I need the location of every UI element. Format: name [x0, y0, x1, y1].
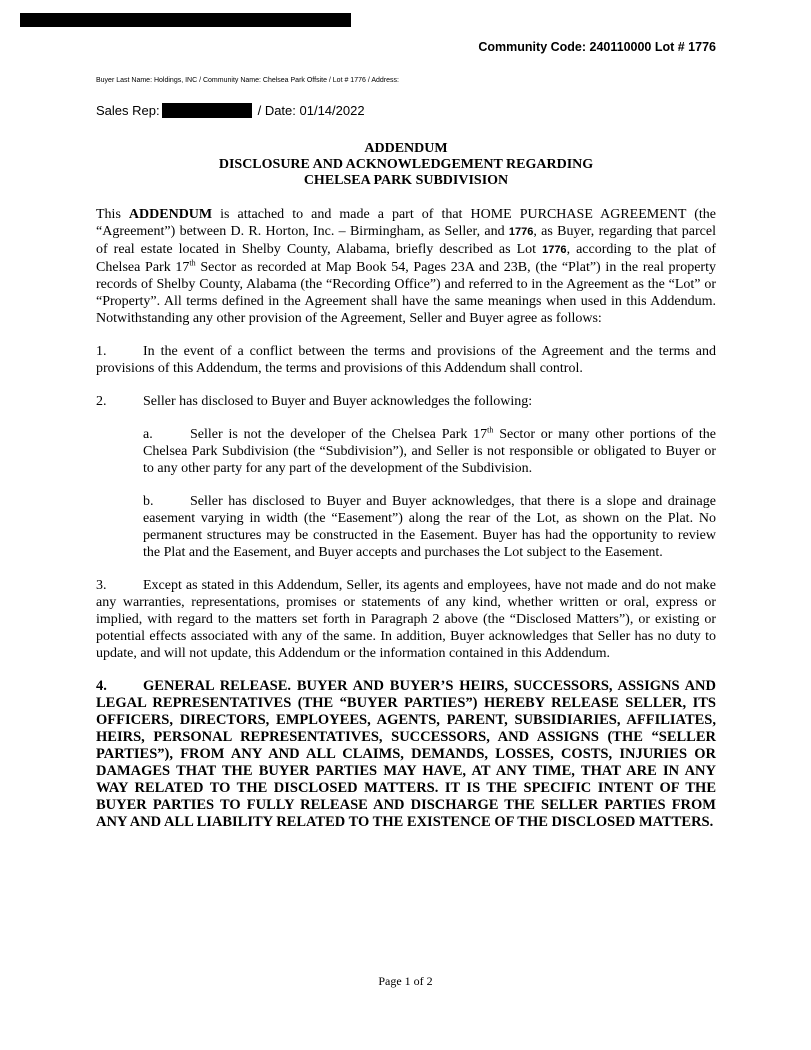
community-code: Community Code: 240110000 Lot # 1776 — [478, 40, 716, 54]
title-line-1: ADDENDUM — [364, 141, 448, 156]
section-2a: a. Seller is not the developer of the Chelsea Park 17th Sector or many other portions of the Chelsea Park Subdivision (the “Subdivision”), and Seller is not responsible or obligated to Buyer or to any other party for any part of the development of the Subdivision. — [143, 425, 716, 476]
sales-rep-line — [96, 103, 365, 118]
sales-rep-label: Sales Rep: — [96, 103, 160, 118]
title-line-3: CHELSEA PARK SUBDIVISION — [303, 173, 509, 188]
document-title — [96, 141, 716, 189]
sales-date: / Date: 01/14/2022 — [257, 103, 365, 118]
redaction-bar-top — [20, 13, 351, 27]
section-4-general-release: 4. GENERAL RELEASE. BUYER AND BUYER’S HEIRS, SUCCESSORS, ASSIGNS AND LEGAL REPRESENTATIVES (THE “BUYER PARTIES”) HEREBY RELEASE SELLER, ITS OFFICERS, DIRECTORS, EMPLOYEES, AGENTS, PARENT, SUBSIDIARIES, AFFILIATES, HEIRS, PERSONAL REPRESENTATIVES, SUCCESSORS, AND ASSIGNS (THE “SELLER PARTIES”), FROM ANY AND ALL CLAIMS, DEMANDS, LOSSES, COSTS, INJURIES OR DAMAGES THAT THE BUYER PARTIES MAY HAVE, AT ANY TIME, THAT ARE IN ANY WAY RELATED TO THE DISCLOSED MATTERS. IT IS THE SPECIFIC INTENT OF THE BUYER PARTIES TO FULLY RELEASE AND DISCHARGE THE SELLER PARTIES FROM ANY AND ALL LIABILITY RELATED TO THE EXISTENCE OF THE DISCLOSED MATTERS. — [96, 678, 716, 830]
section-2b: b. Seller has disclosed to Buyer and Buyer acknowledges, that there is a slope and drainage easement varying in width (the “Easement”) along the rear of the Lot, as shown on the Plat. No permanent structures may be constructed in the Easement. Buyer has had the opportunity to review the Plat and the Easement, and Buyer accepts and purchases the Lot subject to the Easement. — [143, 494, 716, 560]
document-body — [96, 206, 716, 847]
intro-paragraph: This ADDENDUM is attached to and made a part of that HOME PURCHASE AGREEMENT (the “Agreement”) between D. R. Horton, Inc. – Birmingham, as Seller, and 1776, as Buyer, regarding that parcel of real estate located in Shelby County, Alabama, briefly described as Lot 1776, according to the plat of Chelsea Park 17th Sector as recorded at Map Book 54, Pages 23A and 23B, (the “Plat”) in the real property records of Shelby County, Alabama (the “Recording Office”) and referred to in the Agreement as the “Lot” or “Property”. All terms defined in the Agreement shall have the same meanings when used in this Addendum. Notwithstanding any other provision of the Agreement, Seller and Buyer agree as follows: — [96, 207, 716, 326]
section-2: 2. Seller has disclosed to Buyer and Buyer acknowledges the following: — [96, 394, 533, 409]
section-3: 3. Except as stated in this Addendum, Seller, its agents and employees, have not made and do not make any warranties, representations, promises or statements of any kind, whether written or oral, express or implied, with regard to the matters set forth in Paragraph 2 above (the “Disclosed Matters”), or existing or potential effects associated with any of the same. In addition, Buyer acknowledges that Seller has no duty to update, and will not update, this Addendum or the information contained in this Addendum. — [96, 578, 716, 661]
page-number: Page 1 of 2 — [378, 974, 433, 988]
sales-rep-redaction — [162, 103, 252, 118]
title-line-2: DISCLOSURE AND ACKNOWLEDGEMENT REGARDING — [218, 157, 594, 172]
section-1: 1. In the event of a conflict between the terms and provisions of the Agreement and the terms and provisions of this Addendum, the terms and provisions of this Addendum shall control. — [96, 344, 716, 376]
buyer-info-line: Buyer Last Name: Holdings, INC / Community Name: Chelsea Park Offsite / Lot # 1776 / Address: — [96, 77, 399, 84]
